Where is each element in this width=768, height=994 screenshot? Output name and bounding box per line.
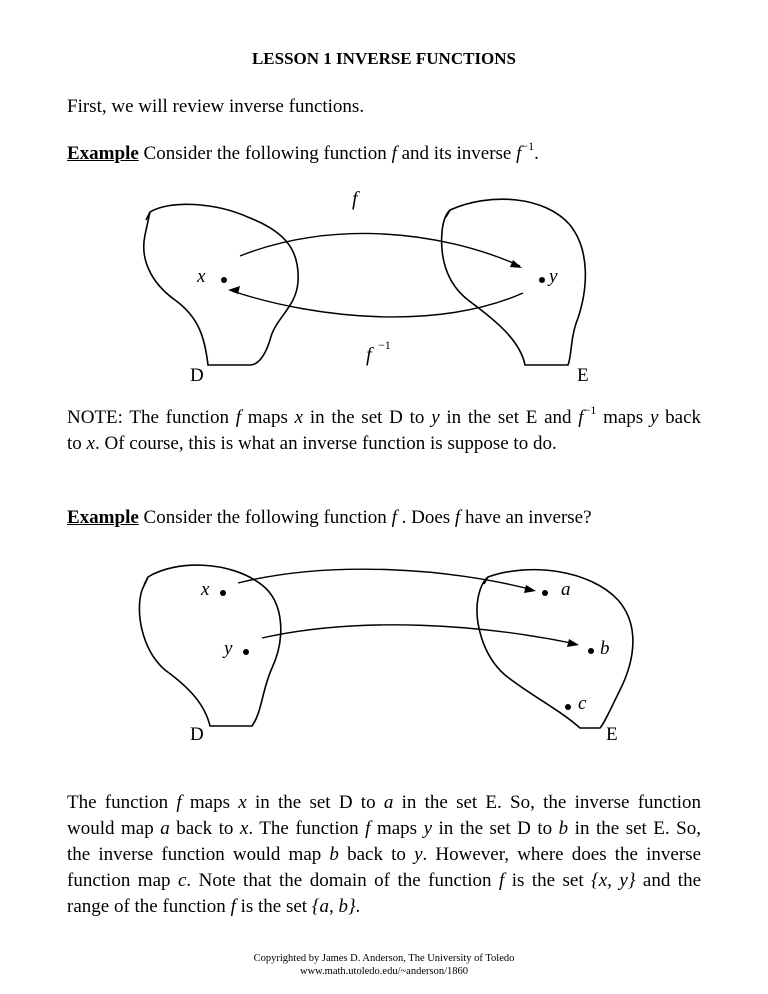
- point-a: [542, 590, 548, 596]
- conclusion-paragraph: The function f maps x in the set D to a in the set E. So, the inverse function would map a back to x. The function f maps y in the set D to b in the set E. So, the inverse function would map b back to y. However, where does the inverse function map c. Note that the domain of the function f is the set {x, y} and the range of the function f is the set {a, b}.: [67, 792, 702, 917]
- label-set-e: E: [577, 365, 589, 386]
- example2-line: Example Consider the following function f . Does f have an inverse?: [67, 507, 592, 528]
- label-a: a: [561, 579, 571, 600]
- set-e-blob-2: [477, 570, 633, 728]
- set-d-blob: [144, 204, 298, 365]
- label-y-2: y: [224, 638, 233, 659]
- label-f: f: [352, 188, 358, 210]
- arrow-y-to-b: [262, 625, 576, 644]
- diagram-inverse-mapping: [0, 180, 768, 390]
- intro-text: First, we will review inverse functions.: [67, 96, 365, 117]
- label-x: x: [197, 266, 206, 287]
- arrowhead-y-to-b: [567, 639, 579, 647]
- point-y: [539, 277, 545, 283]
- label-c: c: [578, 693, 587, 714]
- note-paragraph: NOTE: The function f maps x in the set D to y in the set E and $f^{-1}$ maps y back to x. Of course, this is what an inverse function is suppose to do.: [67, 403, 702, 454]
- label-set-d-2: D: [190, 724, 204, 745]
- arrow-x-to-a: [238, 569, 533, 590]
- arrow-f: [240, 233, 520, 266]
- label-f-inverse: f: [366, 344, 372, 366]
- point-x-2: [220, 590, 226, 596]
- label-f-inverse-exp: −1: [378, 338, 391, 352]
- point-y-2: [243, 649, 249, 655]
- set-d-blob-2: [139, 565, 280, 726]
- label-x-2: x: [201, 579, 210, 600]
- page-footer: [0, 952, 768, 978]
- label-set-e-2: E: [606, 724, 618, 745]
- label-set-d: D: [190, 365, 204, 386]
- page-title: LESSON 1 INVERSE FUNCTIONS: [251, 49, 517, 68]
- point-b: [588, 648, 594, 654]
- diagram-non-invertible: [0, 545, 768, 745]
- example1-line: Example Consider the following function f and its inverse $f^{-1}$.: [67, 139, 539, 164]
- label-y: y: [549, 266, 558, 287]
- label-b: b: [600, 638, 610, 659]
- arrow-f-inverse: [232, 291, 523, 317]
- example2-label: Example: [67, 507, 139, 528]
- footer-copyright: Copyrighted by James D. Anderson, The University of Toledo: [253, 953, 515, 964]
- set-e-blob: [442, 199, 586, 365]
- point-x: [221, 277, 227, 283]
- arrowhead-x-to-a: [524, 585, 536, 593]
- arrowhead-f-inverse: [228, 286, 240, 294]
- point-c: [565, 704, 571, 710]
- example1-label: Example: [67, 143, 139, 164]
- arrowhead-f: [510, 260, 522, 268]
- footer-url: www.math.utoledo.edu/~anderson/1860: [299, 966, 468, 977]
